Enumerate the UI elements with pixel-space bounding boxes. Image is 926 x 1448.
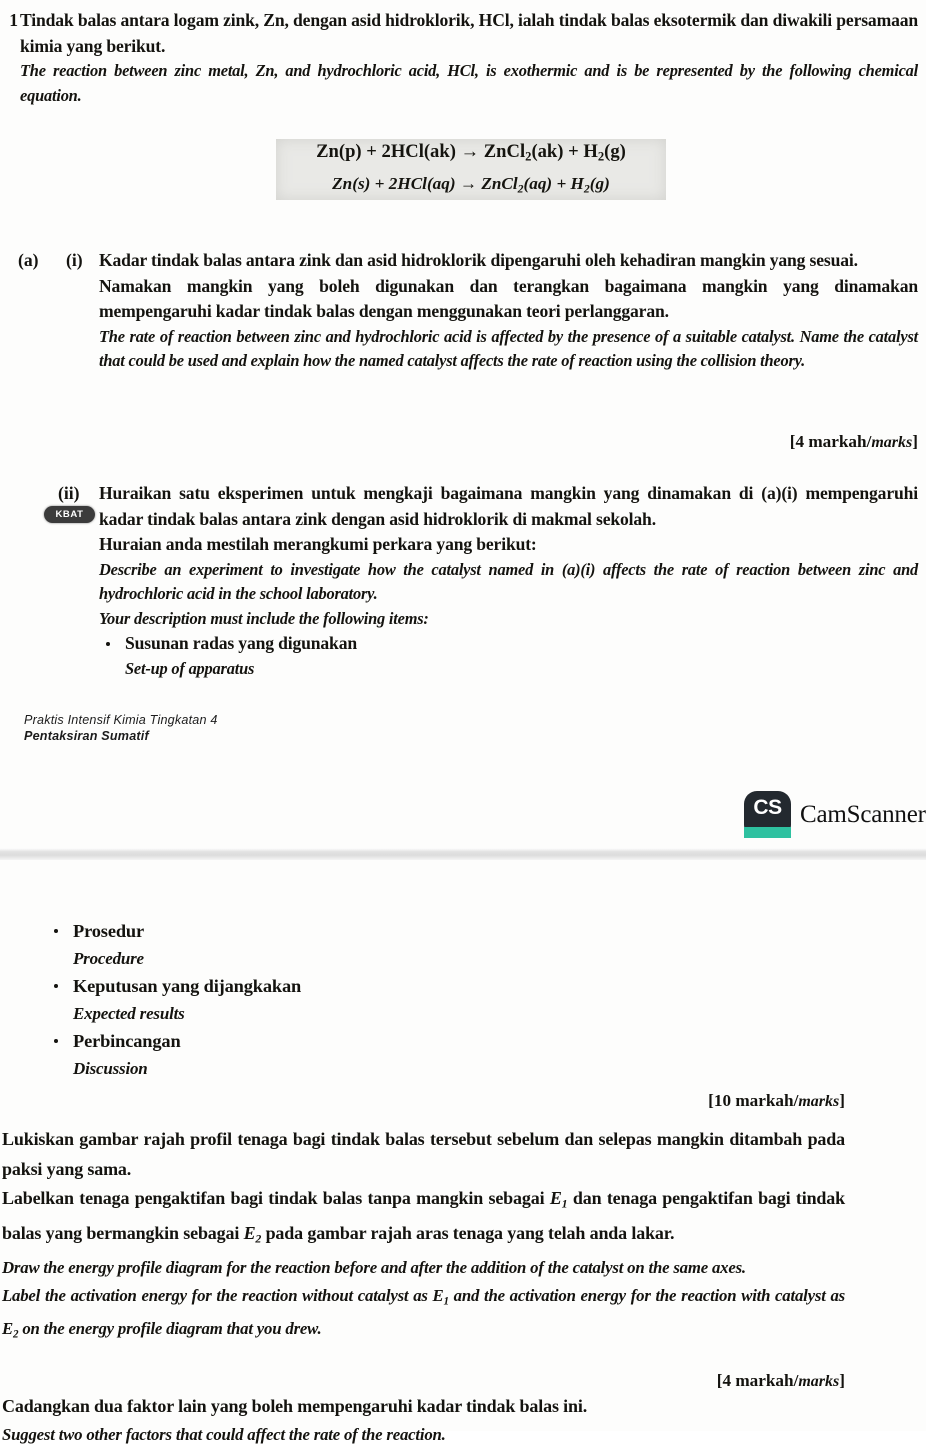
list-item [99,631,918,681]
chemical-equation-box [276,139,666,200]
part-b-english-para1: Draw the energy profile diagram for the reaction before and after the addition of the catalyst on the same axes. [2,1258,746,1278]
part-b-english-para2-a: Label the activation energy for the reaction without catalyst as [2,1285,433,1305]
part-a-ii-remaining-items [47,917,547,1082]
symbol-e2-sub: 2 [255,1231,262,1246]
part-b-malay-para2-c: pada gambar rajah aras tenaga yang telah anda lakar. [261,1223,675,1244]
footer-line-2: Pentaksiran Sumatif [24,729,149,743]
marks-a-ii-text: [10 markah/ [708,1091,799,1110]
symbol-e2 [243,1223,262,1246]
symbol-e1-en [433,1286,449,1305]
part-a-i-content [99,248,918,374]
list-item [47,1027,547,1082]
part-a-ii-malay-lead2: Huraian anda mestilah merangkumi perkara yang berikut: [99,534,537,554]
part-c-malay [2,1392,845,1421]
question-stem-english: The reaction between zinc metal, Zn, and hydrochloric acid, HCl, is exothermic and is be represented by the following chemical equation. [20,61,918,105]
bullet-dot-icon [54,984,58,988]
part-b-malay-para1: Lukiskan gambar rajah profil tenaga bagi tindak balas tersebut sebelum dan selepas mangkin ditambah pada paksi yang sama. [2,1129,845,1179]
question-stem [20,8,918,108]
marks-a-ii-close: ] [839,1091,845,1110]
list-item-malay: Susunan radas yang digunakan [125,633,357,653]
symbol-e2-en-base: E [2,1319,13,1339]
part-b-english-para2-b: and the activation energy for the reaction with catalyst as [448,1285,845,1305]
part-c-content [2,1392,845,1448]
part-c-english [2,1421,845,1448]
part-b-content [2,1125,845,1349]
part-a-ii-english-lead: Describe an experiment to investigate how the catalyst named in (a)(i) affects the rate of reaction between zinc and hydrochloric acid in the school laboratory. [99,559,918,603]
part-c-english-a: Suggest [2,1425,59,1444]
symbol-e1-sub: 1 [561,1196,568,1211]
list-item [47,972,547,1027]
part-b-english-para2-c: on the energy profile diagram that you drew. [18,1319,322,1339]
marks-a-i-close: ] [912,432,918,451]
marks-b [380,1368,845,1394]
bullet-dot-icon [106,642,110,646]
list-item-english: Procedure [73,949,144,968]
equation-line-malay: Zn(p) + 2HCl(ak) → ZnCl$_2$(ak) + $H_2(g)$ [316,141,626,164]
marks-a-i-text: [4 markah/ [789,432,872,451]
page-separator [0,848,926,860]
camscanner-brand-text: CamScanner [800,800,926,828]
bullet-dot-icon [54,1039,58,1043]
scanned-page-two [0,860,926,1444]
part-a-ii-content [99,481,918,681]
list-item-malay: Perbincangan [73,1031,181,1051]
part-a-label: (a) [18,250,39,270]
part-a-ii-malay-lead: Huraikan satu eksperimen untuk mengkaji bagaimana mangkin yang dinamakan di (a)(i) mempengaruhi kadar tindak balas antara zink dengan asid hidroklorik di makmal sekolah. [99,483,919,529]
symbol-e1-en-base: E [432,1285,444,1305]
part-b-english-para2 [2,1282,845,1350]
bullet-dot-icon [54,929,58,933]
part-a-i-malay-para1: Kadar tindak balas antara zink dan asid hidroklorik dipengaruhi oleh kehadiran mangkin yang sesuai. [99,250,858,270]
camscanner-watermark [744,791,926,838]
part-a-i-label: (i) [66,250,83,270]
symbol-e2-en [2,1319,19,1341]
camscanner-logo-text: CS [753,796,782,819]
part-a-ii-english-bold: an experiment [164,559,263,579]
symbol-e1-en-sub: 1 [443,1294,449,1307]
part-c-malay-bold: dua [94,1396,123,1416]
symbol-e1-base: E [549,1188,562,1208]
marks-a-i [400,429,918,455]
list-item-english: Discussion [73,1059,148,1078]
list-item-english: Set-up of apparatus [125,658,255,678]
part-c-malay-b: faktor lain yang boleh mempengaruhi kadar tindak balas ini. [122,1396,588,1416]
camscanner-logo-strip [744,827,791,838]
part-b-malay-para2 [2,1184,845,1254]
marks-b-text: [4 markah/ [716,1371,799,1390]
part-c-english-bold: two [58,1425,83,1444]
kbat-badge: KBAT [44,506,95,523]
part-a-ii-malay-bold: satu [179,483,210,503]
list-item-malay: Keputusan yang dijangkakan [73,976,302,996]
part-a-ii-label: (ii) [58,483,80,503]
equation-line-english: Zn(s) + 2HCl(aq) → ZnCl$_2$(aq) + $H_2(g)$ [332,173,610,195]
marks-a-ii-italic: marks [798,1093,840,1110]
part-b-malay-para2-b: dan tenaga pengaktifan bagi tindak balas yang bermangkin sebagai [2,1188,845,1244]
symbol-e1 [549,1188,568,1211]
page-footer [24,712,218,744]
question-stem-malay: Tindak balas antara logam zink, Zn, dengan asid hidroklorik, HCl, ialah tindak balas eksotermik dan diwakili persamaan kimia yang berikut. [20,10,918,56]
marks-b-italic: marks [798,1373,840,1390]
camscanner-logo-icon [744,791,791,838]
marks-a-ii [380,1088,845,1114]
part-c-malay-a: Cadangkan [2,1396,95,1416]
question-number: 1 [9,10,18,30]
part-b-malay-para2-a: Labelkan tenaga pengaktifan bagi tindak balas tanpa mangkin sebagai [2,1188,550,1208]
list-item-malay: Prosedur [73,921,144,941]
part-a-ii-english-lead2: Your description must include the following items: [99,608,429,628]
marks-b-close: ] [839,1371,845,1390]
footer-line-1: Praktis Intensif Kimia Tingkatan 4 [24,713,218,727]
part-c-english-b: other factors that could affect the rate of the reaction. [82,1425,446,1444]
symbol-e2-base: E [243,1223,256,1244]
part-a-i-english: The rate of reaction between zinc and hydrochloric acid is affected by the presence of a suitable catalyst. Name the catalyst that could be used and explain how the named catalyst affects the rate of reaction using the collision theory. [99,326,918,370]
list-item-english: Expected results [73,1004,185,1023]
part-a-i-malay-para2: Namakan mangkin yang boleh digunakan dan terangkan bagaimana mangkin yang dinamakan mempengaruhi kadar tindak balas dengan menggunakan teori perlanggaran. [99,275,918,321]
list-item [47,917,547,972]
marks-a-i-italic: marks [871,434,913,451]
symbol-e2-en-sub: 2 [13,1328,19,1341]
